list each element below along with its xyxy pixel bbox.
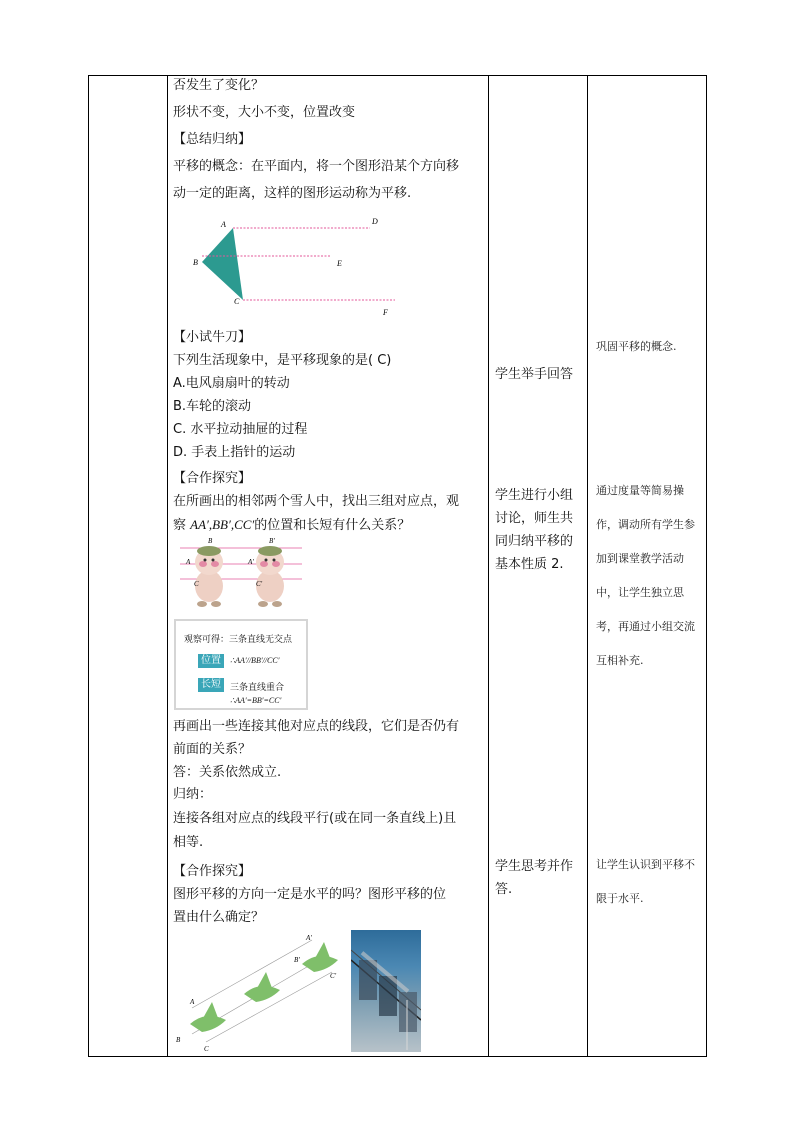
tag-length: 长短: [198, 678, 224, 692]
dove-label-ap: A′: [306, 934, 312, 942]
doves-illustration: [172, 928, 348, 1054]
redraw-line-2: 前面的关系？: [173, 742, 252, 757]
table-col-border-2: [167, 75, 168, 1057]
content-line-2: 形状不变，大小不变，位置改变: [173, 105, 356, 120]
coop1-line-2-suffix: 的位置和长短有什么关系？: [254, 518, 411, 533]
dove-2: [244, 972, 280, 1002]
student-activity-1: 学生举手回答: [495, 367, 574, 382]
tag-position: 位置: [198, 654, 224, 668]
table-bottom-border: [88, 1056, 707, 1057]
heading-try: 【小试牛刀】: [173, 330, 252, 345]
coop1-line-1: 在所画出的相邻两个雪人中，找出三组对应点，观: [173, 494, 460, 509]
coop1-segments: AA′,BB′,CC′: [190, 517, 255, 532]
snowman-left: [195, 546, 223, 607]
induction-label: 归纳：: [173, 787, 213, 802]
snowman-right: [256, 546, 284, 607]
observation-title: 观察可得：三条直线无交点: [184, 635, 293, 645]
position-text: ∴AA′//BB′//CC′: [230, 656, 280, 665]
snowman-label-cp: C′: [256, 580, 263, 588]
snowman-label-c: C: [194, 580, 199, 588]
quiz-option-a: A.电风扇扇叶的转动: [173, 376, 290, 391]
quiz-option-d: D. 手表上指针的运动: [173, 445, 296, 460]
concept-line-1: 平移的概念：在平面内，将一个图形沿某个方向移: [173, 159, 460, 174]
observation-box: [174, 619, 308, 710]
dove-label-a: A: [190, 998, 195, 1006]
table-col-border-4: [587, 75, 588, 1057]
student-activity-2: 学生进行小组讨论，师生共同归纳平移的基本性质 2.: [495, 488, 574, 572]
snowman-label-a: A: [186, 558, 191, 566]
triangle-shape: [202, 228, 243, 300]
content-line-1: 否发生了变化？: [173, 78, 265, 93]
point-label-a: A: [221, 220, 226, 229]
induction-line-1: 连接各组对应点的线段平行(或在同一条直线上)且: [173, 811, 457, 826]
point-label-f: F: [383, 308, 388, 317]
induction-line-2: 相等.: [173, 835, 204, 850]
snowman-label-ap: A′: [248, 558, 254, 566]
dove-label-bp: B′: [294, 956, 300, 964]
heading-summary: 【总结归纳】: [173, 132, 252, 147]
point-label-c: C: [234, 297, 240, 306]
dove-label-cp: C′: [330, 972, 337, 980]
redraw-line-1: 再画出一些连接其他对应点的线段，它们是否仍有: [173, 719, 460, 734]
point-label-b: B: [193, 258, 198, 267]
cable-car-drawing: [351, 930, 421, 1052]
heading-coop-1: 【合作探究】: [173, 471, 252, 486]
dove-label-b: B: [176, 1036, 181, 1044]
point-label-e: E: [337, 259, 342, 268]
design-intent-3: 让学生认识到平移不限于水平.: [596, 858, 695, 905]
table-col-border-5: [706, 75, 707, 1057]
quiz-option-b: B.车轮的滚动: [173, 399, 252, 414]
concept-line-2: 动一定的距离，这样的图形运动称为平移.: [173, 186, 412, 201]
design-intent-2: 通过度量等简易操作，调动所有学生参加到课堂教学活动中，让学生独立思考，再通过小组交流互相补充.: [596, 484, 695, 667]
table-col-border-3: [488, 75, 489, 1057]
heading-coop-2: 【合作探究】: [173, 864, 252, 879]
dove-3: [302, 942, 338, 972]
snowman-label-bp: B′: [269, 537, 275, 545]
snowman-label-b: B: [208, 537, 213, 545]
translation-diagram: [180, 212, 410, 322]
length-text: 三条直线重合: [230, 683, 285, 693]
student-activity-3: 学生思考并作答.: [495, 859, 574, 897]
quiz-question: 下列生活现象中，是平移现象的是( C): [173, 353, 392, 368]
snowmen-illustration: [172, 534, 312, 614]
quiz-option-c: C. 水平拉动抽屉的过程: [173, 422, 308, 437]
coop2-line-2: 置由什么确定？: [173, 910, 265, 925]
cable-car-photo: [351, 930, 421, 1052]
table-top-border: [88, 75, 707, 76]
coop1-line-2-prefix: 察: [173, 518, 191, 533]
point-label-d: D: [372, 217, 378, 226]
coop2-line-1: 图形平移的方向一定是水平的吗？图形平移的位: [173, 887, 447, 902]
coop1-line-2: [173, 517, 410, 534]
length-formula: ∴AA′=BB′=CC′: [230, 696, 282, 705]
design-intent-1: 巩固平移的概念.: [596, 340, 677, 353]
table-col-border-1: [88, 75, 89, 1057]
answer-text: 答：关系依然成立.: [173, 765, 282, 780]
dove-label-c: C: [204, 1045, 209, 1053]
